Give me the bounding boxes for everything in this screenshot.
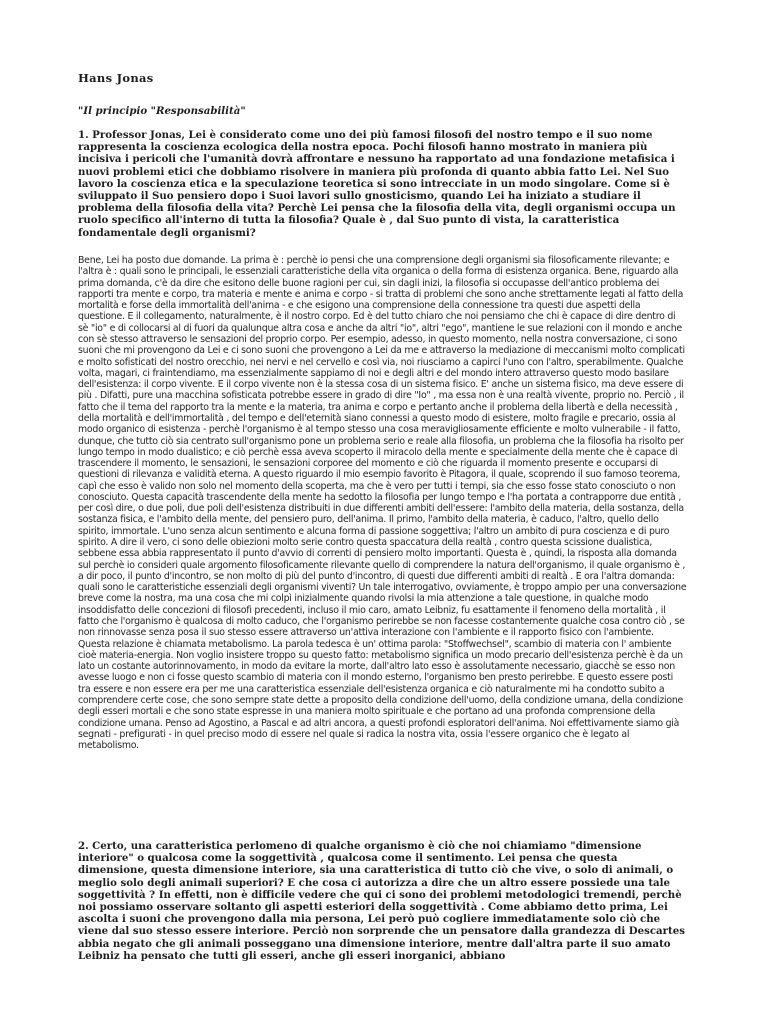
question-1: 1. Professor Jonas, Lei è considerato come uno dei più famosi filosofi del nostro tempo e il suo nome rappresenta la coscienza ecologica della nostra epoca. Pochi filosofi hanno mostrato in maniera più incisiva i pericoli che l'umanità dovrà affrontare e nessuno ha rapportato ad una fondazione metafisica i nuovi problemi etici che dobbiamo risolvere in maniera più profonda di quanto abbia fatto Lei. Nel Suo lavoro la coscienza etica e la speculazione teoretica si sono intrecciate in un modo singolare. Come si è sviluppato il Suo pensiero dopo i Suoi lavori sullo gnosticismo, quando Lei ha iniziato a studiare il problema della filosofia della vita? Perchè Lei pensa che la filosofia della vita, degli organismi occupa un ruolo specifico all'interno di tutta la filosofia? Quale è , dal Suo punto di vista, la caratteristica fondamentale degli organismi? [78,129,676,239]
author-heading: Hans Jonas [78,71,154,85]
subtitle: "Il principio "Responsabilità" [78,105,246,117]
answer-1: Bene, Lei ha posto due domande. La prima è : perchè io pensi che una comprensione degli organismi sia filosoficamente rilevante; e l'altra è : quali sono le principali, le essenziali caratteristiche della vita organica o della forma di esistenza organica. Bene, riguardo alla prima domanda, c'è da dire che esitono delle buone ragioni per cui, sin dagli inizi, la filosofia si occupasse dell'antico problema dei rapporti tra mente e corpo, tra materia e mente e anima e corpo - si tratta di problemi che sono anche strettamente legati al fatto della mortalità e forse della immortalità dell'anima - e che esigono una comprensione della connessione tra questi due aspetti della questione. E il collegamento, naturalmente, è il nostro corpo. Ed è del tutto chiaro che noi pensiamo che chi è capace di dire dentro di sè "io" e di collocarsi al di fuori da qualunque altra cosa e anche da altri "io", altri "ego", mantiene le sue relazioni con il mondo e anche con sè stesso attraverso le sensazioni del proprio corpo. Per esempio, adesso, in questo momento, nella nostra conversazione, ci sono suoni che mi provengono da Lei e ci sono suoni che provengono a Lei da me e attraverso la mediazione di meccanismi molto complicati e molto sofisticati del nostro orecchio, nei nervi e nel cervello e così via, noi riusciamo a capirci l'uno con l'altro, sperabilmente. Qualche volta, magari, ci fraintendiamo, ma essenzialmente sappiamo di noi e degli altri e del mondo intero attraverso questo modo basilare dell'esistenza: il corpo vivente. E il corpo vivente non è la stessa cosa di un sistema fisico. E' anche un sistema fisico, ma deve essere di più . Difatti, pure una macchina sofisticata potrebbe essere in grado di dire "Io" , ma essa non è una realtà vivente, proprio no. Perciò , il fatto che il tema del rapporto tra la mente e la materia, tra anima e corpo e pertanto anche il problema della libertà e della necessità , della mortalità e dell'immortalità , del tempo e dell'eternità siano connessi a questo modo di esistere, molto fragile e precario, ossia al modo organico di esistenza - perchè l'organismo è al tempo stesso una cosa meravigliosamente efficiente e molto vulnerabile - il fatto, dunque, che tutto ciò sia centrato sull'organismo pone un problema serio e reale alla filosofia, un problema che la filosofia ha risolto per lungo tempo in modo dualistico; e ciò perchè essa aveva scoperto il miracolo della mente e specialmente della mente che è capace di trascendere il momento, le sensazioni, le sensazioni corporee del momento e ciò che riguarda il momento presente e occuparsi di questioni di rilevanza e validità eterna. A questo riguardo il mio esempio favorito è Pitagora, il quale, scoprendo il suo famoso teorema, capì che esso è valido non solo nel momento della scoperta, ma che è vero per tutti i tempi, sia che esso fosse stato conosciuto o non conosciuto. Questa capacità trascendente della mente ha sedotto la filosofia per lungo tempo e l'ha portata a contrapporre due entità , per così dire, o due poli, due poli dell'esistenza distribuiti in due differenti ambiti dell'essere: l'ambito della materia, della sostanza, della sostanza fisica, e l'ambito della mente, del pensiero puro, dell'anima. Il primo, l'ambito della materia, è caduco, l'altro, quello dello spirito, immortale. L'uno senza alcun sentimento e alcuna forma di passione soggettiva; l'altro un ambito di pura coscienza e di puro spirito. A dire il vero, ci sono delle obiezioni molto serie contro questa spaccatura della realtà , contro questa scissione dualistica, sebbene essa abbia rappresentato il punto d'avvio di correnti di pensiero molto importanti. Questa è , quindi, la risposta alla domanda sul perchè io consideri quale argomento filosoficamente rilevante quello di comprendere la natura dell'organismo, il quale organismo è , a dir poco, il punto d'incontro, se non molto di più del punto d'incontro, di questi due differenti ambiti di realtà . E ora l'altra domanda: quali sono le caratteristiche essenziali degli organismi viventi? Un tale interrogativo, ovviamente, è troppo ampio per una conversazione breve come la nostra, ma una cosa che mi colpì inizialmente quando rivolsi la mia attenzione a tale questione, in qualche modo insoddisfatto delle concezioni di filosofi precedenti, incluso il mio caro, amato Leibniz, fu esattamente il fenomeno della mortalità , il fatto che l'organismo è qualcosa di molto caduco, che l'organismo perirebbe se non facesse costantemente qualche cosa contro ciò , se non rinnovasse senza posa il suo stesso essere attraverso un'attiva interazione con l'ambiente e il rapporto fisico con l'ambiente. Questa relazione è chiamata metabolismo. La parola tedesca è un' ottima parola: "Stoffwechsel", scambio di materia con l' ambiente cioè materia-energia. Non voglio insistere troppo su questo fatto: metabolismo significa un modo precario dell'esistenza perchè è da un lato un costante autorinnovamento, in modo da evitare la morte, dall'altro lato esso è assolutamente necessario, giacchè se esso non avesse luogo e non ci fosse questo scambio di materia con il mondo esterno, l'organismo ben presto perirebbe. E questo essere posti tra essere e non essere era per me una caratteristica essenziale dell'esistenza organica e ciò naturalmente mi ha condotto subito a comprendere certe cose, che sono sempre state dette a proposito della condizione dell'uomo, della condizione umana, della condizione degli esseri mortali e che sono state espresse in una maniera molto spirituale e che portano ad una profonda comprensione della condizione umana. Penso ad Agostino, a Pascal e ad altri ancora, a questi profondi esploratori dell'anima. Noi effettivamente siamo già segnati - prefigurati - in quel preciso modo di essere nel quale si radica la nostra vita, ossia l'essere organico che è legato al metabolismo. [78,255,687,752]
question-2: 2. Certo, una caratteristica perlomeno di qualche organismo è ciò che noi chiamiamo "dimensione interiore" o qualcosa come la soggettività , qualcosa come il sentimento. Lei pensa che questa dimensione, questa dimensione interiore, sia una caratteristica di tutto ciò che vive, o solo di animali, o meglio solo degli animali superiori? E che cosa ci autorizza a dire che un altro essere possiede una tale soggettività ? In effetti, non è difficile vedere che qui ci sono dei problemi metodologici tremendi, perchè noi possiamo osservare soltanto gli aspetti esteriori della soggettività . Come abbiamo detto prima, Lei ascolta i suoni che provengono dalla mia persona, Lei però può cogliere immediatamente solo ciò che viene dal suo stesso essere interiore. Perciò non sorprende che un pensatore dalla grandezza di Descartes abbia negato che gli animali posseggano una dimensione interiore, mentre dall'altra parte il suo amato Leibniz ha pensato che tutti gli esseri, anche gli esseri inorganici, abbiano [78,840,685,962]
